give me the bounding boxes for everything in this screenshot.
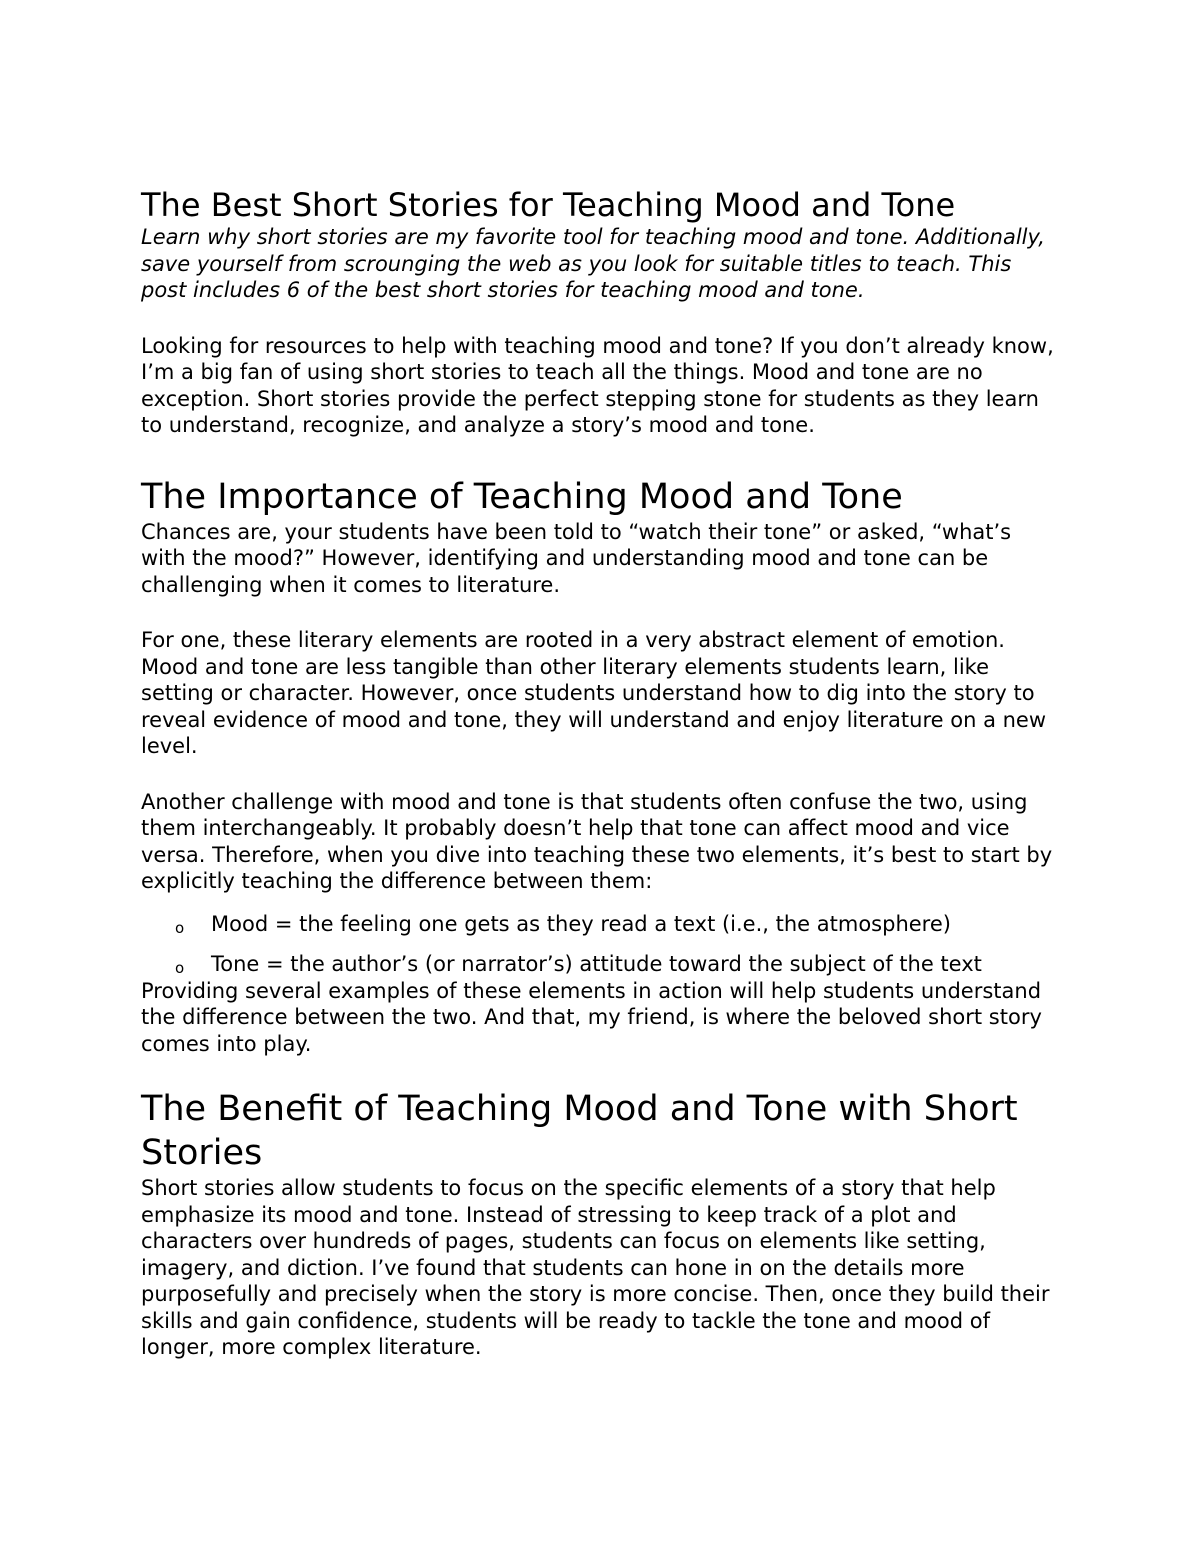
importance-paragraph-3: Another challenge with mood and tone is that students often confuse the two, using them interchangeably. It probably doesn’t help that tone can affect mood and vice versa. Therefore, when you dive into teaching these two elements, it’s best to start by explicitly teaching the difference between them: [141,789,1053,893]
bullet-circle-icon: o [175,918,185,937]
section-heading-benefit: The Benefit of Teaching Mood and Tone with Short Stories [141,1089,1018,1173]
importance-paragraph-1: Chances are, your students have been told to “watch their tone” or asked, “what’s with the mood?” However, identifying and understanding mood and tone can be challenging when it comes to literature. [141,519,1012,597]
list-item [141,951,1061,978]
benefit-paragraph-1: Short stories allow students to focus on the specific elements of a story that help emphasize its mood and tone. Instead of stressing to keep track of a plot and characters over hundreds of pages, students can focus on elements like setting, imagery, and diction. I’ve found that students can hone in on the details more purposefully and precisely when the story is more concise. Then, once they build their skills and gain confidence, students will be ready to tackle the tone and mood of longer, more complex literature. [141,1176,1050,1359]
list-item-text: Mood = the feeling one gets as they read a text (i.e., the atmosphere) [211,911,951,936]
document-page [141,186,1061,1361]
document-subtitle: Learn why short stories are my favorite tool for teaching mood and tone. Additionally, save yourself from scrounging the web as you look for suitable titles to teach. This post includes 6 of the best short stories for teaching mood and tone. [141,225,1045,302]
mood-tone-definition-list [141,911,1061,978]
importance-paragraph-2: For one, these literary elements are rooted in a very abstract element of emotion. Mood and tone are less tangible than other literary elements students learn, like setting or character. However, once students understand how to dig into the story to reveal evidence of mood and tone, they will understand and enjoy literature on a new level. [141,628,1047,758]
section-heading-importance: The Importance of Teaching Mood and Tone [141,476,903,517]
list-item-text: Tone = the author’s (or narrator’s) attitude toward the subject of the text [211,952,982,976]
list-item [141,911,1061,938]
bullet-circle-icon: o [175,959,185,977]
document-title: The Best Short Stories for Teaching Mood and Tone [141,186,956,224]
importance-paragraph-4: Providing several examples of these elements in action will help students understand the difference between the two. And that, my friend, is where the beloved short story comes into play. [141,978,1042,1056]
intro-paragraph: Looking for resources to help with teaching mood and tone? If you don’t already know, I’m a big fan of using short stories to teach all the things. Mood and tone are no exception. Short stories provide the perfect stepping stone for students as they learn to understand, recognize, and analyze a story’s mood and tone. [141,333,1054,437]
